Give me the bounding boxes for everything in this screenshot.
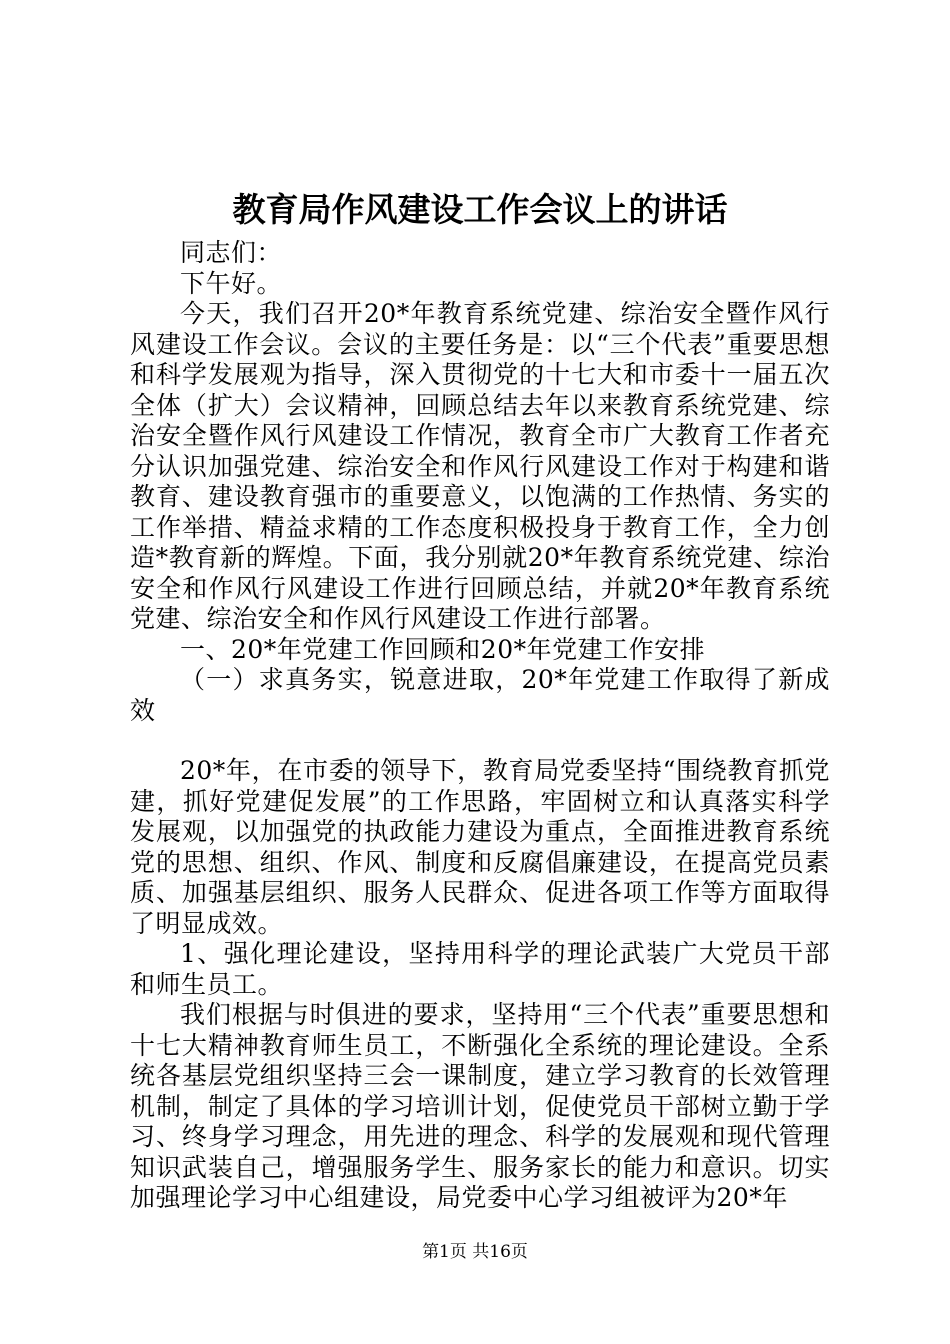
greeting: 下午好。 (180, 268, 283, 298)
page-number-footer: 第1页 共16页 (422, 1242, 528, 1262)
intro-paragraph: 今天，我们召开20*年教育系统党建、综治安全暨作风行风建设工作会议。会议的主要任务是：以“三个代表”重要思想和科学发展观为指导，深入贯彻党的十七大和市委十一届五次全体（扩大）会议精神，回顾总结去年以来教育系统党建、综治安全暨作风行风建设工作情况，教育全市广大教育工作者充分认识加强党建、综治安全和作风行风建设工作对于构建和谐教育、建设教育强市的重要意义，以饱满的工作热情、务实的工作举措、精益求精的工作态度积极投身于教育工作，全力创造*教育新的辉煌。下面，我分别就20*年教育系统党建、综治安全和作风行风建设工作进行回顾总结，并就20*年教育系统党建、综治安全和作风行风建设工作进行部署。 (130, 299, 830, 633)
section-heading: 一、20*年党建工作回顾和20*年党建工作安排 (180, 634, 706, 664)
document-page (130, 182, 830, 1214)
salutation: 同志们： (180, 238, 283, 267)
blank-line (130, 726, 830, 756)
document-title: 教育局作风建设工作会议上的讲话 (232, 190, 728, 229)
theory-paragraph: 我们根据与时俱进的要求，坚持用“三个代表”重要思想和十七大精神教育师生员工，不断强化全系统的理论建设。全系统各基层党组织坚持三会一课制度，建立学习教育的长效管理机制，制定了具体的学习培训计划，促使党员干部树立勤于学习、终身学习理念，用先进的理念、科学的发展观和现代管理知识武装自己，增强服务学生、服务家长的能力和意识。切实加强理论学习中心组建设，局党委中心学习组被评为20*年 (130, 1000, 830, 1212)
achievements-paragraph: 20*年，在市委的领导下，教育局党委坚持“围绕教育抓党建，抓好党建促发展”的工作思路，牢固树立和认真落实科学发展观，以加强党的执政能力建设为重点，全面推进教育系统党的思想、组织、作风、制度和反腐倡廉建设，在提高党员素质、加强基层组织、服务人民群众、促进各项工作等方面取得了明显成效。 (130, 756, 830, 938)
subsection-heading: （一）求真务实，锐意进取，20*年党建工作取得了新成效 (130, 665, 830, 725)
item-heading: 1、强化理论建设，坚持用科学的理论武装广大党员干部和师生员工。 (130, 939, 830, 999)
